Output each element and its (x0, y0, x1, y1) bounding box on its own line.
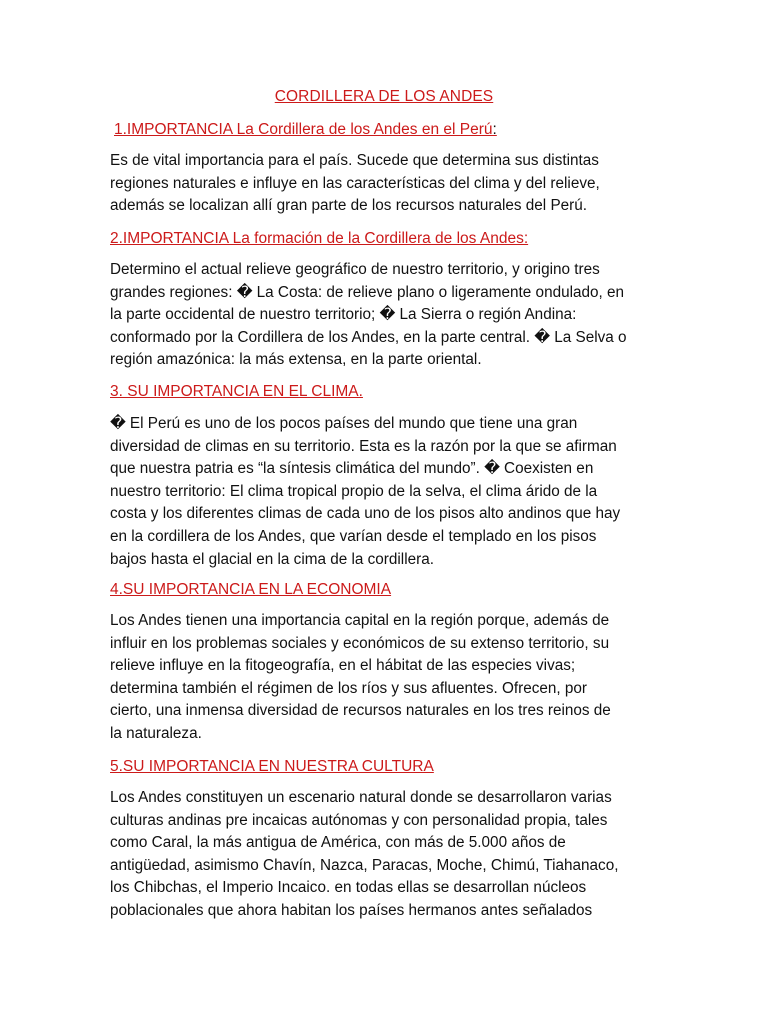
paragraph-line: como Caral, la más antigua de América, con más de 5.000 años de (110, 834, 566, 852)
paragraph-line: regiones naturales e influye en las características del clima y del relieve, (110, 174, 600, 192)
section-2-paragraph (110, 259, 662, 372)
paragraph-line: región amazónica: la más extensa, en la parte oriental. (110, 351, 482, 369)
paragraph-line: costa y los diferentes climas de cada uno de los pisos alto andinos que hay (110, 505, 621, 523)
paragraph-line: relieve influye en la fitogeografía, en el hábitat de las especies vivas; (110, 657, 576, 675)
paragraph-line: la parte occidental de nuestro territorio; � La Sierra o región Andina: (110, 306, 577, 324)
paragraph-line: en la cordillera de los Andes, que varían desde el templado en los pisos (110, 527, 597, 545)
section-4-paragraph (110, 610, 662, 746)
paragraph-line: que nuestra patria es “la síntesis climática del mundo”. � Coexisten en (110, 460, 594, 478)
paragraph-line: grandes regiones: � La Costa: de relieve plano o ligeramente ondulado, en (110, 283, 625, 301)
section-2-heading: 2.IMPORTANCIA La formación de la Cordillera de los Andes: (110, 230, 529, 247)
paragraph-line: la naturaleza. (110, 724, 202, 742)
paragraph-line: diversidad de climas en su territorio. Esta es la razón por la que se afirman (110, 437, 617, 455)
paragraph-line: determina también el régimen de los ríos y sus afluentes. Ofrecen, por (110, 679, 587, 697)
paragraph-line: influir en los problemas sociales y económicos de su extenso territorio, su (110, 634, 610, 652)
section-3-paragraph (110, 413, 662, 571)
paragraph-line: culturas andinas pre incaicas autónomas y con personalidad propia, tales (110, 811, 608, 829)
section-5-paragraph (110, 787, 662, 923)
paragraph-line: � El Perú es uno de los pocos países del mundo que tiene una gran (110, 415, 578, 432)
section-1-paragraph (110, 150, 662, 218)
paragraph-line: conformado por la Cordillera de los Andes, en la parte central. � La Selva o (110, 328, 627, 346)
paragraph-line: cierto, una inmensa diversidad de recursos naturales en los tres reinos de (110, 702, 611, 720)
paragraph-line: Determino el actual relieve geográfico de nuestro territorio, y origino tres (110, 261, 600, 278)
section-5-heading: 5.SU IMPORTANCIA EN NUESTRA CULTURA (110, 758, 434, 775)
paragraph-line: los Chibchas, el Imperio Incaico. en todas ellas se desarrollan núcleos (110, 879, 587, 897)
paragraph-line: además se localizan allí gran parte de los recursos naturales del Perú. (110, 197, 588, 215)
page-title: CORDILLERA DE LOS ANDES (274, 88, 494, 105)
section-1-heading-colon: : (492, 121, 497, 138)
paragraph-line: bajos hasta el glacial en la cima de la cordillera. (110, 550, 434, 568)
section-1-heading (114, 121, 497, 139)
paragraph-line: Los Andes constituyen un escenario natural donde se desarrollaron varias (110, 789, 612, 806)
paragraph-line: Es de vital importancia para el país. Sucede que determina sus distintas (110, 152, 599, 169)
paragraph-line: Los Andes tienen una importancia capital en la región porque, además de (110, 612, 610, 629)
paragraph-line: nuestro territorio: El clima tropical propio de la selva, el clima árido de la (110, 482, 598, 500)
section-4-heading: 4.SU IMPORTANCIA EN LA ECONOMIA (110, 581, 392, 598)
paragraph-line: antigüedad, asimismo Chavín, Nazca, Paracas, Moche, Chimú, Tiahanaco, (110, 856, 619, 874)
section-1-heading-text: 1.IMPORTANCIA La Cordillera de los Andes en el Perú (114, 121, 493, 138)
paragraph-line: poblacionales que ahora habitan los países hermanos antes señalados (110, 901, 593, 919)
section-3-heading: 3. SU IMPORTANCIA EN EL CLIMA. (110, 383, 363, 400)
